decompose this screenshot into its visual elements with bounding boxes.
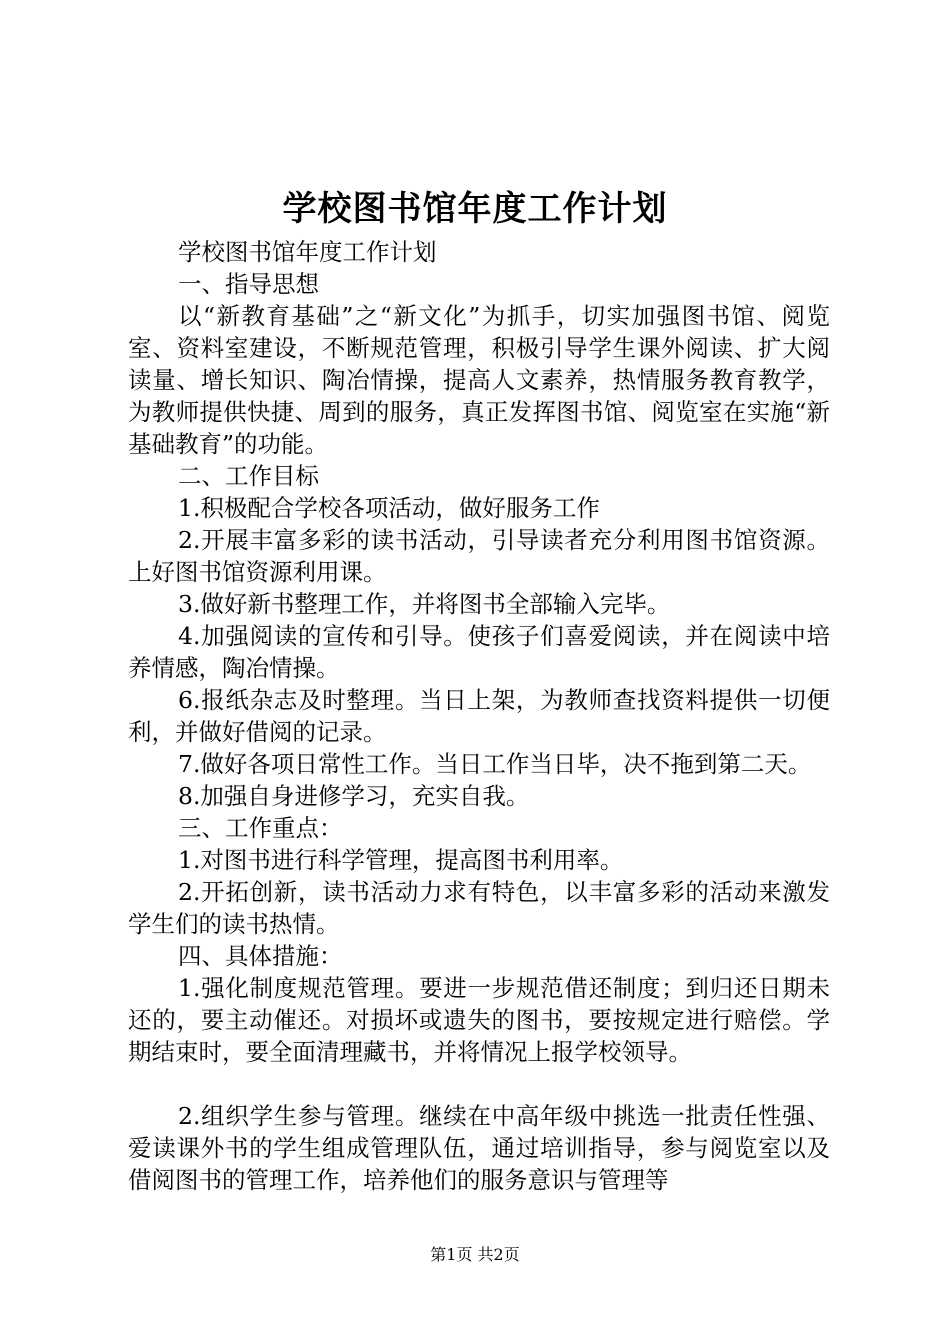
document-body <box>128 236 830 1196</box>
key-point-item-1: 1.对图书进行科学管理，提高图书利用率。 <box>178 846 624 874</box>
goal-item-3: 3.做好新书整理工作，并将图书全部输入完毕。 <box>178 590 671 618</box>
goal-item-4: 4.加强阅读的宣传和引导。使孩子们喜爱阅读，并在阅读中培养情感，陶冶情操。 <box>128 622 830 682</box>
document-title: 学校图书馆年度工作计划 <box>282 189 668 229</box>
measure-item-1: 1.强化制度规范管理。要进一步规范借还制度；到归还日期未还的，要主动催还。对损坏或遗失的图书，要按规定进行赔偿。学期结束时，要全面清理藏书，并将情况上报学校领导。 <box>128 974 830 1066</box>
goal-item-1: 1.积极配合学校各项活动，做好服务工作 <box>178 494 600 522</box>
key-point-item-2: 2.开拓创新，读书活动力求有特色，以丰富多彩的活动来激发学生们的读书热情。 <box>128 878 830 938</box>
section-heading-guiding-thought: 一、指导思想 <box>178 270 319 298</box>
page-footer: 第1页 共2页 <box>430 1245 520 1264</box>
section-heading-key-points: 三、工作重点： <box>178 814 343 842</box>
goal-item-6: 6.报纸杂志及时整理。当日上架，为教师查找资料提供一切便利，并做好借阅的记录。 <box>128 686 830 746</box>
paragraph-guiding-thought: 以“新教育基础”之“新文化”为抓手，切实加强图书馆、阅览室、资料室建设，不断规范管理，积极引导学生课外阅读、扩大阅读量、增长知识、陶冶情操，提高人文素养，热情服务教育教学，为教师提供快捷、周到的服务，真正发挥图书馆、阅览室在实施“新基础教育”的功能。 <box>128 302 830 458</box>
measure-item-2: 2.组织学生参与管理。继续在中高年级中挑选一批责任性强、爱读课外书的学生组成管理队伍，通过培训指导，参与阅览室以及借阅图书的管理工作，培养他们的服务意识与管理等 <box>128 1102 830 1194</box>
section-heading-measures: 四、具体措施： <box>178 942 343 970</box>
goal-item-7: 7.做好各项日常性工作。当日工作当日毕，决不拖到第二天。 <box>178 750 812 778</box>
paragraph-subtitle: 学校图书馆年度工作计划 <box>178 238 437 266</box>
goal-item-8: 8.加强自身进修学习，充实自我。 <box>178 782 530 810</box>
goal-item-2: 2.开展丰富多彩的读书活动，引导读者充分利用图书馆资源。上好图书馆资源利用课。 <box>128 526 830 586</box>
section-heading-work-goals: 二、工作目标 <box>178 462 319 490</box>
